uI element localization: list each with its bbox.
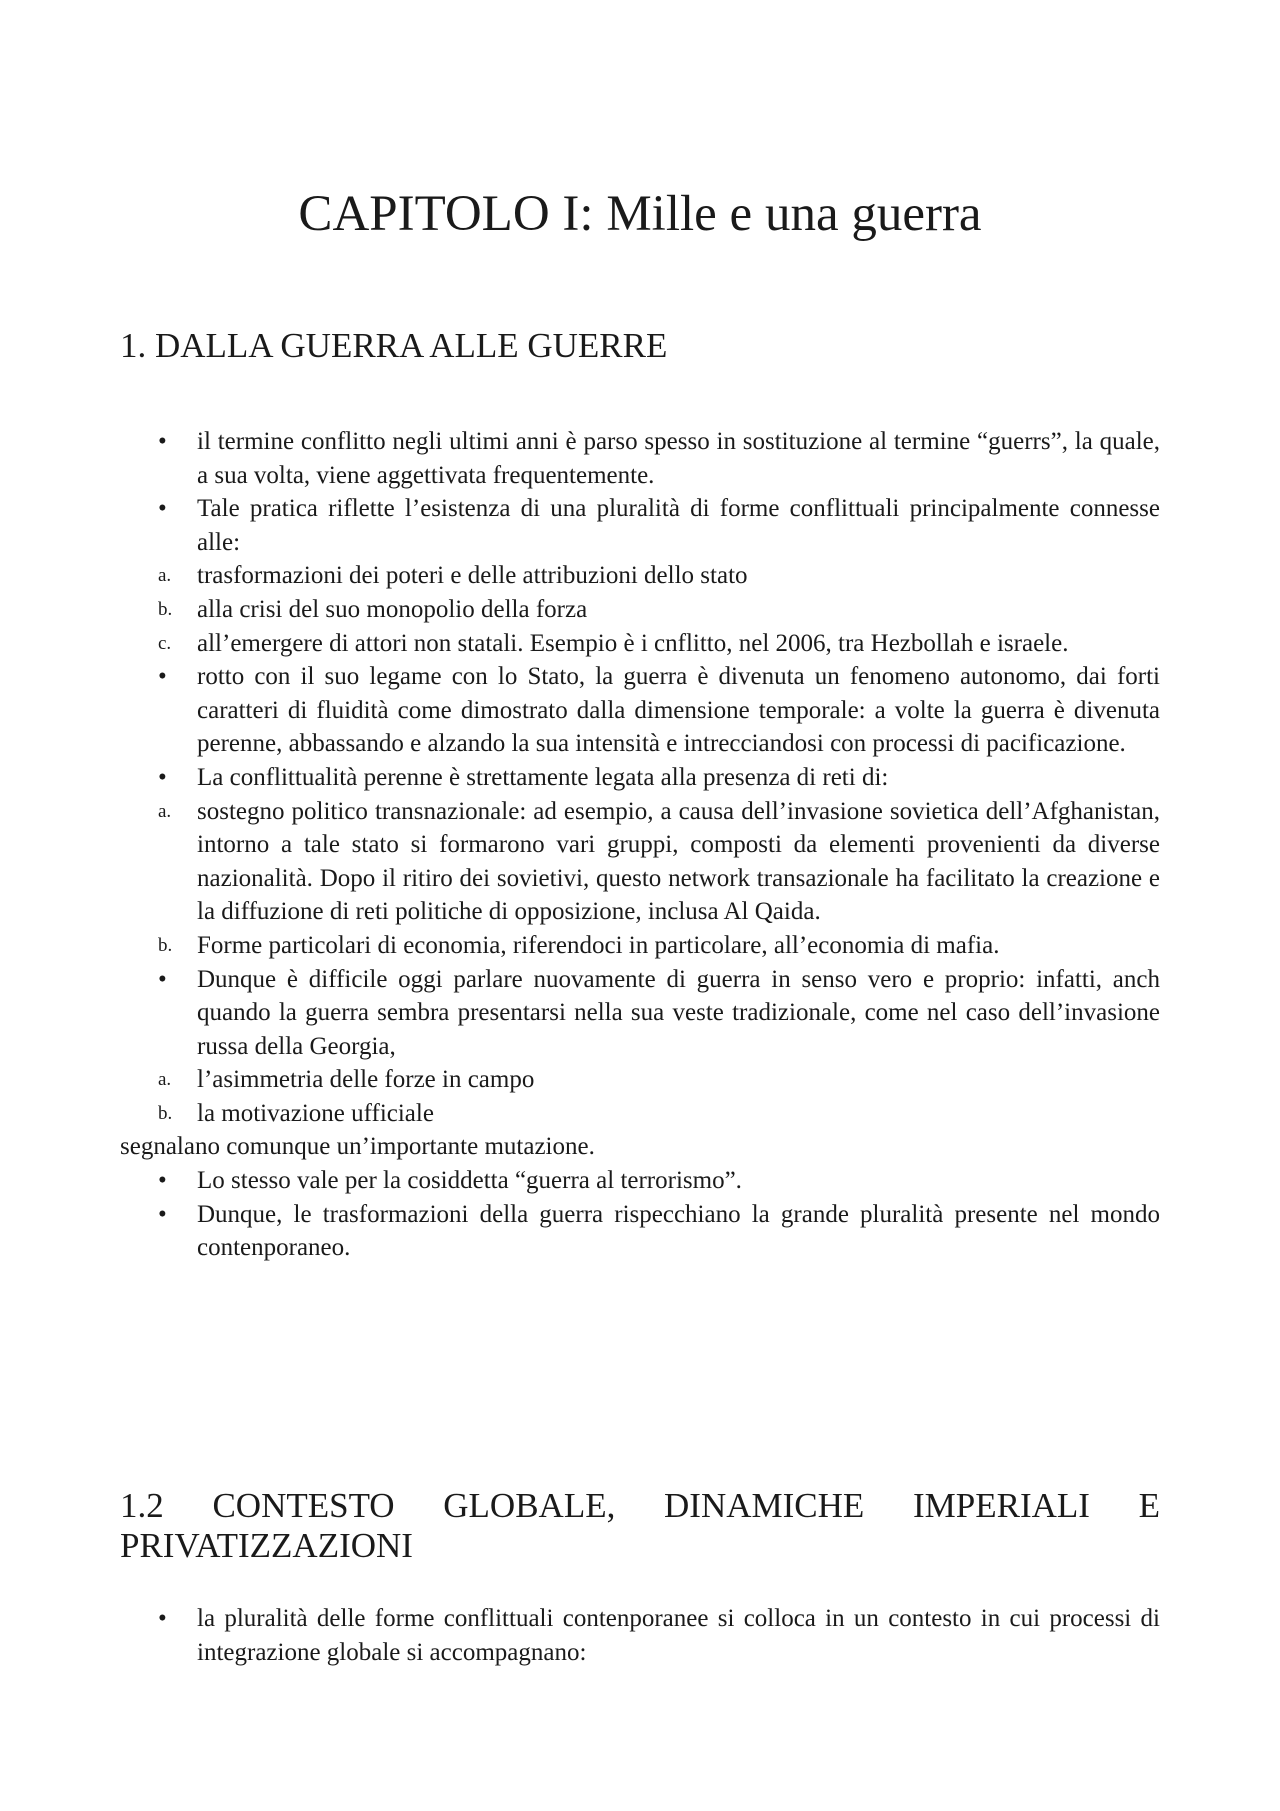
- list-item: [120, 627, 1160, 661]
- bullet-marker: •: [158, 428, 167, 455]
- list-item-text: Tale pratica riflette l’esistenza di una pluralità di forme conflittuali principalmente connesse alle:: [197, 495, 1160, 556]
- list-item-text: la pluralità delle forme conflittuali contenporanee si colloca in un contesto in cui processi di integrazione globale si accompagnano:: [197, 1605, 1160, 1666]
- list-item-text: trasformazioni dei poteri e delle attribuzioni dello stato: [197, 562, 748, 590]
- list-item-text: l’asimmetria delle forze in campo: [197, 1066, 535, 1094]
- list-item: [120, 1097, 1160, 1131]
- list-item-text: Forme particolari di economia, riferendoci in particolare, all’economia di mafia.: [197, 931, 1000, 959]
- letter-marker: a.: [158, 565, 172, 587]
- list-item: [120, 1602, 1160, 1669]
- list-item: [120, 761, 1160, 795]
- letter-marker: a.: [158, 800, 172, 822]
- bullet-marker: •: [158, 495, 167, 523]
- list-item: [120, 559, 1160, 593]
- bullet-list-section-1: [120, 425, 1160, 1265]
- list-item-text: Dunque, le trasformazioni della guerra rispecchiano la grande pluralità presente nel mondo contenporaneo.: [197, 1200, 1160, 1262]
- list-item: [120, 1198, 1160, 1265]
- bullet-marker: •: [158, 763, 167, 791]
- list-item: [120, 660, 1160, 761]
- list-item: [120, 1130, 1160, 1164]
- letter-marker: b.: [158, 1102, 173, 1124]
- list-item: [120, 492, 1160, 559]
- list-item-text: Dunque è difficile oggi parlare nuovamente di guerra in senso vero e proprio: infatti, anch quando la guerra sembra presentarsi nella sua veste tradizionale, come nel caso dell’invasione russa della Georgia,: [197, 965, 1160, 1060]
- letter-marker: b.: [158, 598, 173, 620]
- list-item-text: il termine conflitto negli ultimi anni è parso spesso in sostituzione al termine “guerrs”, la quale, a sua volta, viene aggettivata frequentemente.: [197, 428, 1160, 489]
- bullet-marker: •: [158, 663, 167, 691]
- list-item: [120, 1164, 1160, 1198]
- section-heading-1: 1. DALLA GUERRA ALLE GUERRE: [120, 326, 668, 366]
- list-item-text: sostegno politico transnazionale: ad esempio, a causa dell’invasione sovietica dell’Afghanistan, intorno a tale stato si formarono vari gruppi, composti da elementi provenienti da diverse nazionalità. Dopo il ritiro dei sovietivi, questo network transazionale ha facilitato la creazione e la diffuzione di reti politiche di opposizione, inclusa Al Qaida.: [197, 797, 1160, 926]
- list-item-text: Lo stesso vale per la cosiddetta “guerra al terrorismo”.: [197, 1167, 742, 1195]
- bullet-marker: •: [158, 1200, 167, 1228]
- list-item: [120, 593, 1160, 627]
- chapter-title: CAPITOLO I: Mille e una guerra: [298, 186, 982, 243]
- bullet-marker: •: [158, 965, 167, 993]
- list-item: [120, 795, 1160, 929]
- letter-marker: a.: [158, 1069, 172, 1091]
- section-heading-2: 1.2 CONTESTO GLOBALE, DINAMICHE IMPERIALI E PRIVATIZZAZIONI: [120, 1486, 1160, 1566]
- list-item: [120, 425, 1160, 492]
- list-item-text: La conflittualità perenne è strettamente legata alla presenza di reti di:: [197, 763, 889, 791]
- list-item: [120, 963, 1160, 1064]
- list-item-text: all’emergere di attori non statali. Esempio è i cnflitto, nel 2006, tra Hezbollah e israele.: [197, 629, 1069, 657]
- list-item-text: la motivazione ufficiale: [197, 1099, 434, 1127]
- letter-marker: b.: [158, 934, 173, 956]
- list-item: [120, 1063, 1160, 1097]
- letter-marker: c.: [158, 632, 172, 654]
- list-item: [120, 929, 1160, 963]
- bullet-list-section-2: [120, 1602, 1160, 1669]
- bullet-marker: •: [158, 1167, 167, 1195]
- list-item-text: segnalano comunque un’importante mutazione.: [120, 1133, 595, 1161]
- list-item-text: alla crisi del suo monopolio della forza: [197, 595, 588, 623]
- list-item-text: rotto con il suo legame con lo Stato, la guerra è divenuta un fenomeno autonomo, dai forti caratteri di fluidità come dimostrato dalla dimensione temporale: a volte la guerra è divenuta perenne, abbassando e alzando la sua intensità e intrecciandosi con processi di pacificazione.: [197, 663, 1160, 758]
- bullet-marker: •: [158, 1605, 167, 1632]
